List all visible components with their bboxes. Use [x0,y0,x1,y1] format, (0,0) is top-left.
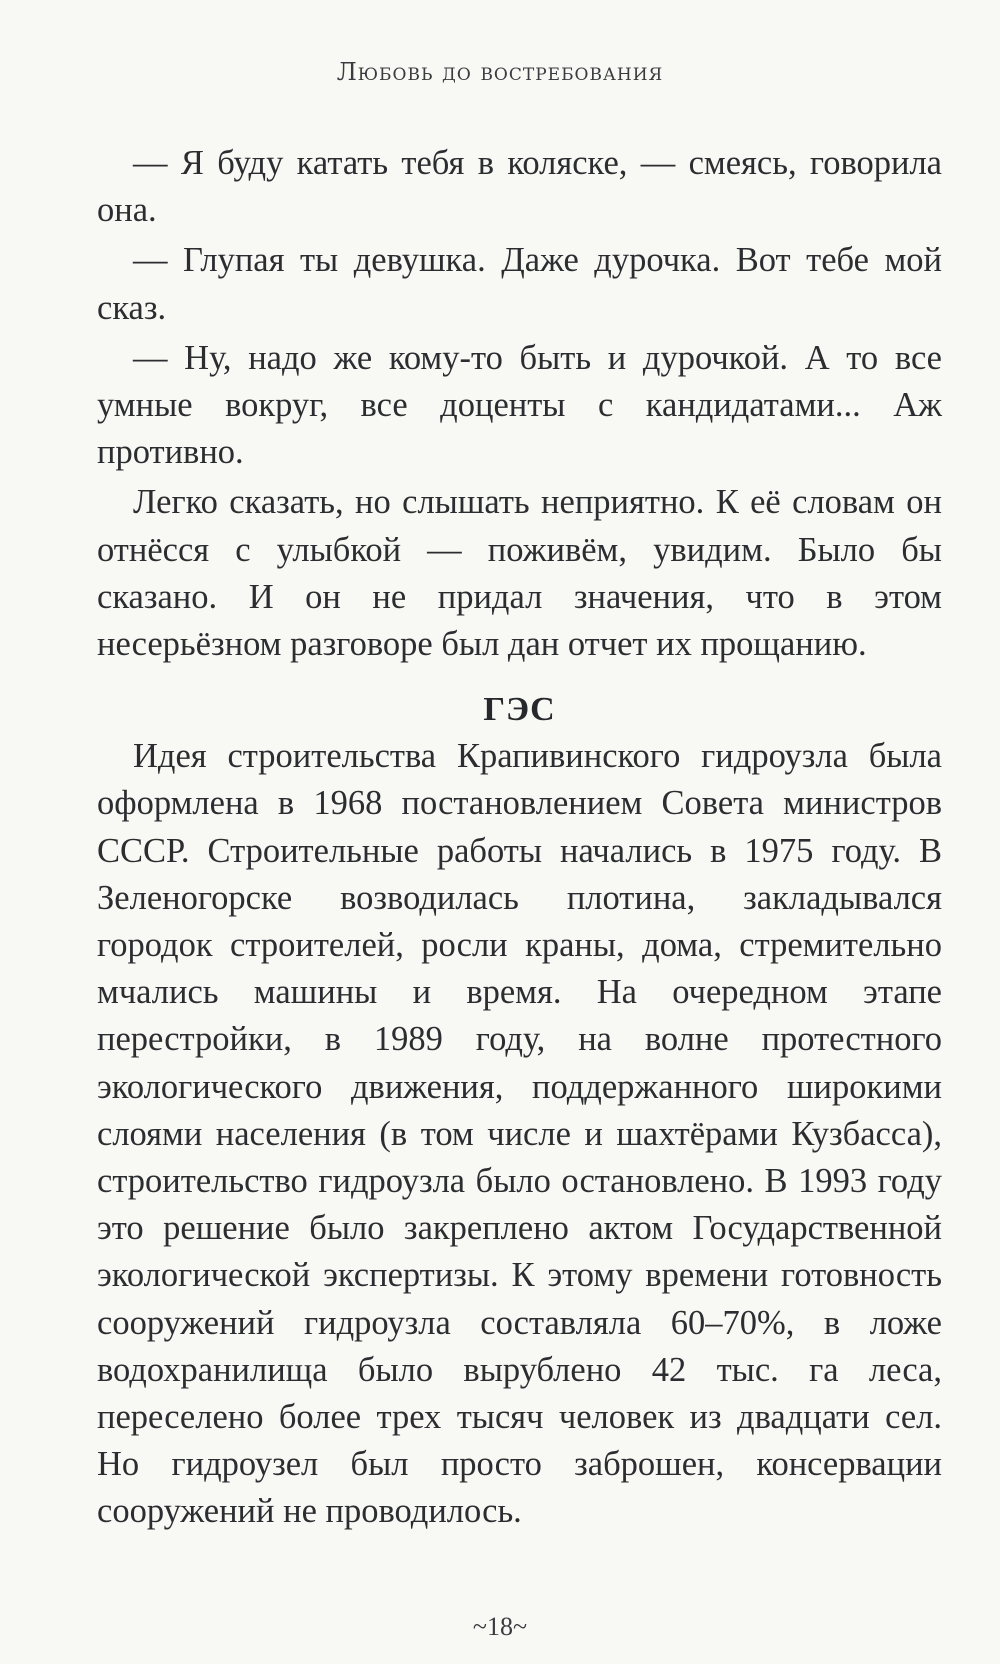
dialogue-line-1: — Я буду катать тебя в коляске, — смеясь, говорила она. [97,144,942,230]
section-paragraph: Идея строительства Крапивинского гидроузла была оформлена в 1968 постановлением Совета министров СССР. Строительные работы начались в 1975 году. В Зеленогорске возводилась плотина, закладывался городок строителей, росли краны, дома, стремительно мчались машины и время. На очередном этапе перестройки, в 1989 году, на волне протестного экологического движения, поддержанного широкими слоями населения (в том числе и шахтёрами Кузбасса), строительство гидроузла было остановлено. В 1993 году это решение было закреплено актом Государственной экологической экспертизы. К этому времени готовность сооружений гидроузла составляла 60–70%, в ложе водохранилища было вырублено 42 тыс. га леса, переселено более трех тысяч человек из двадцати сел. Но гидроузел был просто заброшен, консервации сооружений не проводилось. [97,737,942,1531]
narrative-paragraph: Легко сказать, но слышать неприятно. К её словам он отнёсся с улыбкой — поживём, увидим. Было бы сказано. И он не придал значения, что в этом несерьёзном разговоре был дан отчет их прощанию. [97,483,942,664]
running-head: Любовь до востребования [336,58,664,86]
page-number: ~18~ [472,1612,528,1641]
dialogue-line-2: — Глупая ты девушка. Даже дурочка. Вот тебе мой сказ. [97,241,942,327]
section-heading: ГЭС [483,691,556,729]
page-body [97,140,942,1536]
dialogue-line-3: — Ну, надо же кому-то быть и дурочкой. А то все умные вокруг, все доценты с кандидатами... Аж противно. [97,338,942,472]
